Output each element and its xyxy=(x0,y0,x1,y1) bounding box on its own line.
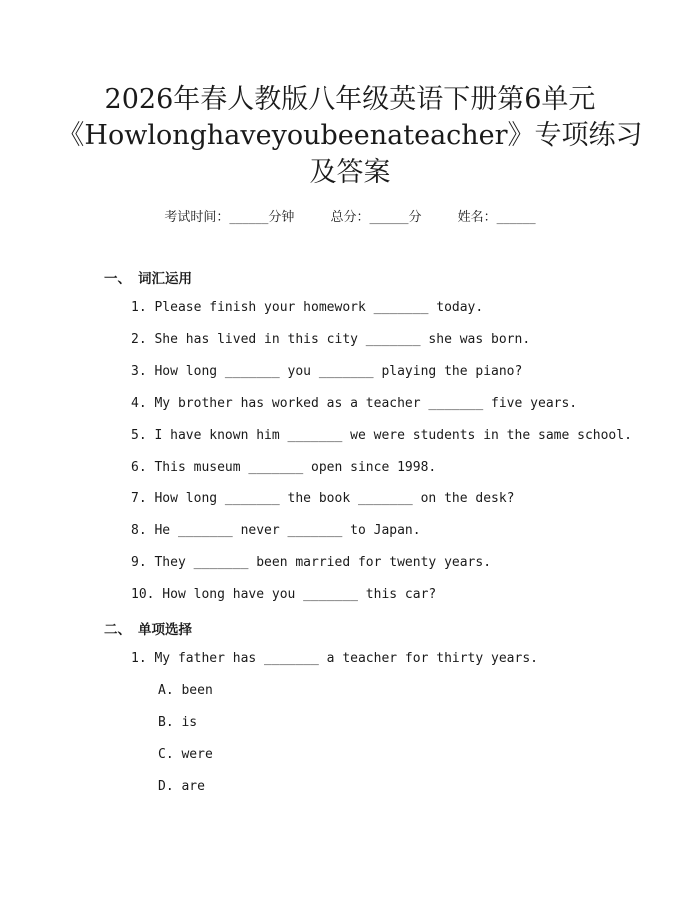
vocab-question: 1. Please finish your homework _______ today. xyxy=(131,300,484,315)
section-1-heading xyxy=(104,267,192,287)
exam-time: 考试时间：______分钟 xyxy=(164,210,295,225)
choice-option-d: D. are xyxy=(158,779,205,794)
choice-option-a: A. been xyxy=(158,683,213,698)
exam-meta xyxy=(0,206,700,225)
choice-option-c: C. were xyxy=(158,747,213,762)
vocab-question: 3. How long _______ you _______ playing the piano? xyxy=(131,364,523,379)
section-2-number: 二、 xyxy=(104,622,131,638)
choice-option-b: B. is xyxy=(158,715,198,730)
title-line-1: 2026年春人教版八年级英语下册第6单元 xyxy=(104,84,596,115)
vocab-question: 2. She has lived in this city _______ she was born. xyxy=(131,332,531,347)
section-2-title: 单项选择 xyxy=(138,622,192,638)
vocab-question: 5. I have known him _______ we were students in the same school. xyxy=(131,428,632,443)
title-line-2: 《Howlonghaveyoubeenateacher》专项练习 xyxy=(57,120,643,151)
vocab-question: 4. My brother has worked as a teacher _______ five years. xyxy=(131,396,578,411)
vocab-question: 8. He _______ never _______ to Japan. xyxy=(131,523,421,538)
section-1-number: 一、 xyxy=(104,271,131,287)
exam-score: 总分：______分 xyxy=(330,210,422,225)
section-1-title: 词汇运用 xyxy=(138,271,192,287)
vocab-question: 7. How long _______ the book _______ on the desk? xyxy=(131,491,515,506)
title-line-3: 及答案 xyxy=(309,157,391,188)
exam-name: 姓名：______ xyxy=(457,210,536,225)
vocab-question: 10. How long have you _______ this car? xyxy=(131,587,437,602)
vocab-question: 6. This museum _______ open since 1998. xyxy=(131,460,437,475)
section-2-heading xyxy=(104,618,192,638)
choice-question: 1. My father has _______ a teacher for thirty years. xyxy=(131,651,538,666)
vocab-question: 9. They _______ been married for twenty years. xyxy=(131,555,492,570)
